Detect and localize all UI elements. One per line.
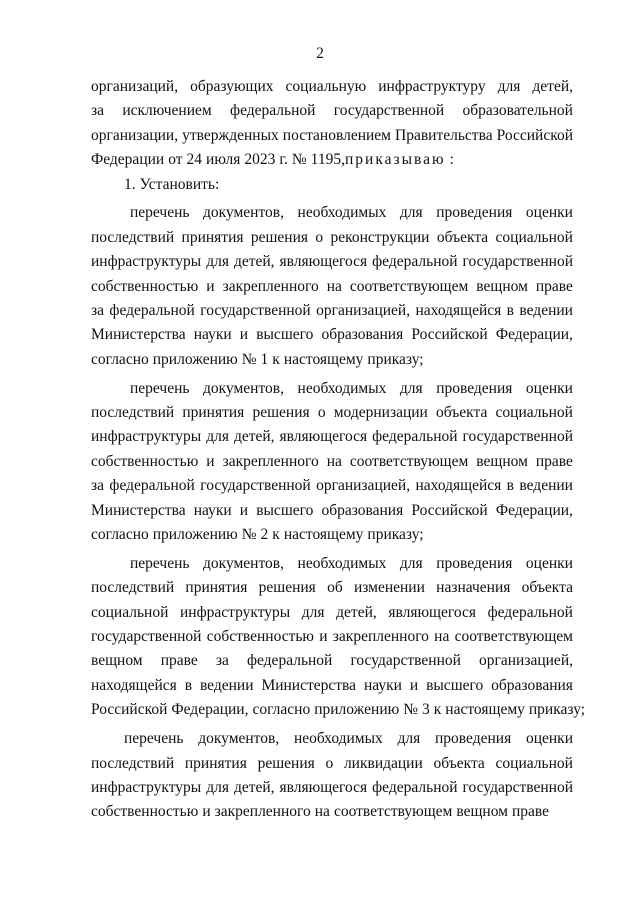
word: инфраструктуры — [91, 253, 202, 271]
text-line — [91, 576, 573, 600]
word: государственной — [91, 628, 202, 646]
word: в — [506, 302, 514, 320]
word: 2023 — [244, 151, 276, 169]
word: от — [168, 151, 183, 169]
word: для — [399, 554, 423, 572]
word: социальной — [495, 228, 573, 246]
word: вещном — [476, 277, 528, 295]
word: государственной — [462, 428, 573, 446]
word: организаций, — [91, 78, 179, 95]
word: и — [319, 628, 328, 646]
word: для — [206, 253, 229, 271]
word: решения — [250, 228, 309, 246]
word: оценки — [525, 730, 573, 748]
text-line — [91, 75, 573, 99]
word: Федерации — [91, 151, 165, 169]
word: принятия — [182, 404, 245, 422]
word: оценки — [525, 204, 573, 222]
text-line — [91, 323, 573, 347]
word: решения — [252, 404, 310, 422]
word: и — [206, 277, 215, 295]
text-line — [91, 776, 573, 800]
word: вещном — [456, 803, 508, 821]
word: на — [314, 803, 330, 821]
page-number: 2 — [316, 45, 324, 62]
word: перечень — [130, 379, 190, 397]
word: к — [272, 526, 280, 544]
word: Российской — [496, 126, 573, 144]
word: о — [317, 404, 326, 422]
word: государственной — [200, 302, 311, 320]
word: приложению — [152, 526, 238, 544]
text-line — [91, 99, 573, 123]
word: за — [91, 477, 105, 495]
word: за — [91, 302, 105, 320]
word: для — [397, 730, 421, 748]
word: настоящему — [283, 350, 364, 368]
text-line — [91, 601, 573, 625]
word: последствий — [91, 404, 175, 422]
word: организацией, — [479, 652, 573, 670]
word: последствий — [91, 579, 175, 597]
word: федеральной — [246, 652, 333, 670]
word: являющегося — [388, 603, 476, 621]
word: для — [497, 78, 521, 95]
word: документов, — [203, 554, 284, 572]
word: изменении — [353, 579, 425, 597]
word: решения — [257, 754, 315, 772]
word: собственностью — [206, 628, 315, 646]
word: Установить: — [139, 175, 220, 193]
word: федеральной — [109, 302, 195, 320]
word: исключением — [122, 102, 212, 120]
word: детей, — [233, 778, 275, 796]
word: приказу; — [528, 701, 586, 719]
word: и — [239, 501, 249, 519]
word: государственной — [350, 652, 461, 670]
word: № — [241, 526, 257, 544]
word: закрепленного — [222, 452, 319, 470]
word: решения — [258, 579, 316, 597]
word: являющегося — [279, 428, 368, 446]
word: инфраструктуры — [91, 428, 202, 446]
word: принятия — [185, 579, 248, 597]
word: объекта — [521, 579, 573, 597]
word: организацией, — [316, 302, 411, 320]
word: социальной — [91, 603, 169, 621]
word: Министерства — [91, 326, 186, 344]
word: документов, — [198, 730, 280, 748]
word: Федерации, — [495, 501, 573, 519]
word: Российской — [411, 326, 488, 344]
word: организации, — [91, 126, 179, 144]
word: перечень — [130, 204, 190, 222]
paragraph — [91, 377, 573, 548]
word: соответствующем — [333, 803, 453, 821]
word: на — [434, 628, 450, 646]
word: на — [326, 277, 342, 295]
word: № — [403, 701, 419, 719]
word: являющегося — [279, 253, 368, 271]
word: образования — [491, 676, 573, 694]
word: документов, — [203, 379, 284, 397]
word: к — [433, 701, 442, 719]
text-line — [91, 523, 573, 547]
word: утвержденных — [182, 126, 279, 144]
word: проведения — [436, 204, 513, 222]
word: объекта — [433, 754, 485, 772]
word: праве — [535, 277, 573, 295]
word: согласно — [252, 701, 311, 719]
word: согласно — [91, 526, 149, 544]
word: объекта — [436, 404, 488, 422]
word: ликвидации — [343, 754, 423, 772]
word: закрепленного — [222, 277, 319, 295]
word: науки — [193, 326, 232, 344]
word: № — [241, 350, 257, 368]
word: образующих — [190, 78, 274, 95]
word: перечень — [130, 554, 190, 572]
word: необходимых — [297, 379, 387, 397]
paragraph — [91, 552, 586, 723]
word: настоящему — [283, 526, 364, 544]
text-line — [91, 425, 573, 449]
word: инфраструктуры — [179, 603, 291, 621]
word: инфраструктуры — [91, 778, 202, 796]
word: приложению — [314, 701, 400, 719]
word: Федерации, — [171, 701, 249, 719]
paragraph — [91, 75, 573, 173]
text-line — [91, 625, 573, 649]
word: за — [91, 102, 105, 120]
word: социальной — [495, 404, 573, 422]
text-line — [91, 800, 573, 824]
word: за — [215, 652, 229, 670]
word: собственностью — [91, 277, 199, 295]
text-line — [91, 727, 573, 751]
word: Федерации, — [495, 326, 573, 344]
word: и — [202, 803, 211, 821]
word: для — [399, 204, 423, 222]
paragraph — [91, 727, 573, 825]
word: высшего — [256, 501, 314, 519]
word: проведения — [435, 730, 512, 748]
text-line — [91, 201, 573, 225]
text-line — [91, 499, 573, 523]
word: соответствующем — [454, 628, 573, 646]
text-line — [91, 377, 573, 401]
word: инфраструктуру — [378, 78, 486, 95]
word: праве — [535, 452, 573, 470]
text-line — [91, 250, 573, 274]
word: реконструкции — [330, 228, 430, 246]
word: федеральной — [487, 603, 573, 621]
word: федеральной — [372, 253, 458, 271]
word: для — [301, 603, 325, 621]
word: Российской — [91, 701, 168, 719]
word: необходимых — [297, 204, 387, 222]
text-line — [91, 226, 573, 250]
word: вещном — [91, 652, 143, 670]
word: высшего — [256, 326, 314, 344]
word: детей, — [532, 78, 573, 95]
text-line — [91, 752, 573, 776]
word: образования — [321, 501, 404, 519]
word: и — [409, 676, 419, 694]
word: Министерства — [261, 676, 357, 694]
word: праве — [511, 803, 550, 821]
word: принятия — [181, 228, 244, 246]
paragraph — [91, 173, 573, 197]
word: Правительства — [395, 126, 493, 144]
word: в — [506, 477, 514, 495]
word: являющегося — [279, 778, 368, 796]
word: настоящему — [445, 701, 525, 719]
word: государственной — [200, 477, 311, 495]
text-line — [91, 474, 573, 498]
word: федеральной — [230, 102, 316, 120]
paragraph — [91, 201, 573, 372]
word: назначения — [436, 579, 511, 597]
word: об — [327, 579, 343, 597]
word: социальную — [285, 78, 367, 95]
word: приложению — [152, 350, 238, 368]
word: оценки — [525, 554, 573, 572]
word: проведения — [436, 379, 513, 397]
word: 1 — [260, 350, 269, 368]
word: вещном — [476, 452, 528, 470]
word: детей, — [233, 253, 275, 271]
text-line — [91, 173, 573, 197]
word: проведения — [436, 554, 513, 572]
emphasis-word: приказываю — [344, 151, 446, 169]
word: ведении — [519, 302, 573, 320]
text-line — [91, 148, 573, 172]
word: последствий — [91, 754, 175, 772]
word: 3 — [422, 701, 430, 719]
word: детей, — [233, 428, 275, 446]
word: социальной — [495, 754, 573, 772]
word: о — [315, 228, 324, 246]
word: ведении — [199, 676, 254, 694]
word: № — [291, 151, 307, 169]
word: соответствующем — [349, 277, 469, 295]
word: июля — [206, 151, 241, 169]
word: 2 — [260, 526, 269, 544]
word: находящейся — [415, 477, 502, 495]
word: принятия — [184, 754, 247, 772]
word: находящейся — [415, 302, 502, 320]
word: о — [325, 754, 334, 772]
word: Министерства — [91, 501, 186, 519]
word: постановлением — [282, 126, 391, 144]
word: для — [399, 379, 423, 397]
word: находящейся — [91, 676, 177, 694]
word: согласно — [91, 350, 149, 368]
text-line — [91, 674, 573, 698]
word: Российской — [411, 501, 488, 519]
word: федеральной — [109, 477, 195, 495]
word: для — [206, 778, 229, 796]
word: высшего — [426, 676, 484, 694]
text-line — [91, 348, 573, 372]
word: в — [184, 676, 193, 694]
text-line — [91, 552, 573, 576]
document-body — [91, 75, 586, 825]
word: государственной — [333, 102, 445, 120]
word: перечень — [124, 730, 184, 748]
word: последствий — [91, 228, 175, 246]
word: образования — [321, 326, 404, 344]
word: детей, — [336, 603, 377, 621]
word: собственностью — [91, 803, 199, 821]
word: закрепленного — [214, 803, 311, 821]
word: приказу; — [367, 350, 424, 368]
word: соответствующем — [349, 452, 469, 470]
word: г. — [279, 151, 288, 169]
word: науки — [363, 676, 402, 694]
text-line — [91, 275, 573, 299]
word: федеральной — [372, 778, 458, 796]
word: и — [239, 326, 249, 344]
word: документов, — [203, 204, 284, 222]
word: государственной — [462, 778, 573, 796]
word: закрепленного — [332, 628, 429, 646]
word: 1195,приказываю : — [311, 148, 454, 172]
word: образовательной — [462, 102, 573, 120]
word: 24 — [186, 151, 203, 169]
word: федеральной — [372, 428, 458, 446]
word: модернизации — [333, 404, 428, 422]
word: необходимых — [297, 554, 387, 572]
word: организацией, — [316, 477, 411, 495]
word: собственностью — [91, 452, 199, 470]
word: объекта — [436, 228, 489, 246]
text-line — [91, 649, 573, 673]
word: оценки — [525, 379, 573, 397]
word: науки — [193, 501, 232, 519]
word: необходимых — [293, 730, 383, 748]
text-line — [91, 698, 586, 722]
word: праве — [160, 652, 198, 670]
text-line — [91, 450, 573, 474]
word: ведении — [519, 477, 573, 495]
text-line — [91, 299, 573, 323]
word: к — [272, 350, 280, 368]
text-line — [91, 401, 573, 425]
word: приказу; — [367, 526, 424, 544]
word: для — [206, 428, 229, 446]
word: на — [326, 452, 342, 470]
word: государственной — [462, 253, 573, 271]
text-line — [91, 124, 573, 148]
word: 1. — [124, 175, 136, 193]
word: и — [206, 452, 215, 470]
